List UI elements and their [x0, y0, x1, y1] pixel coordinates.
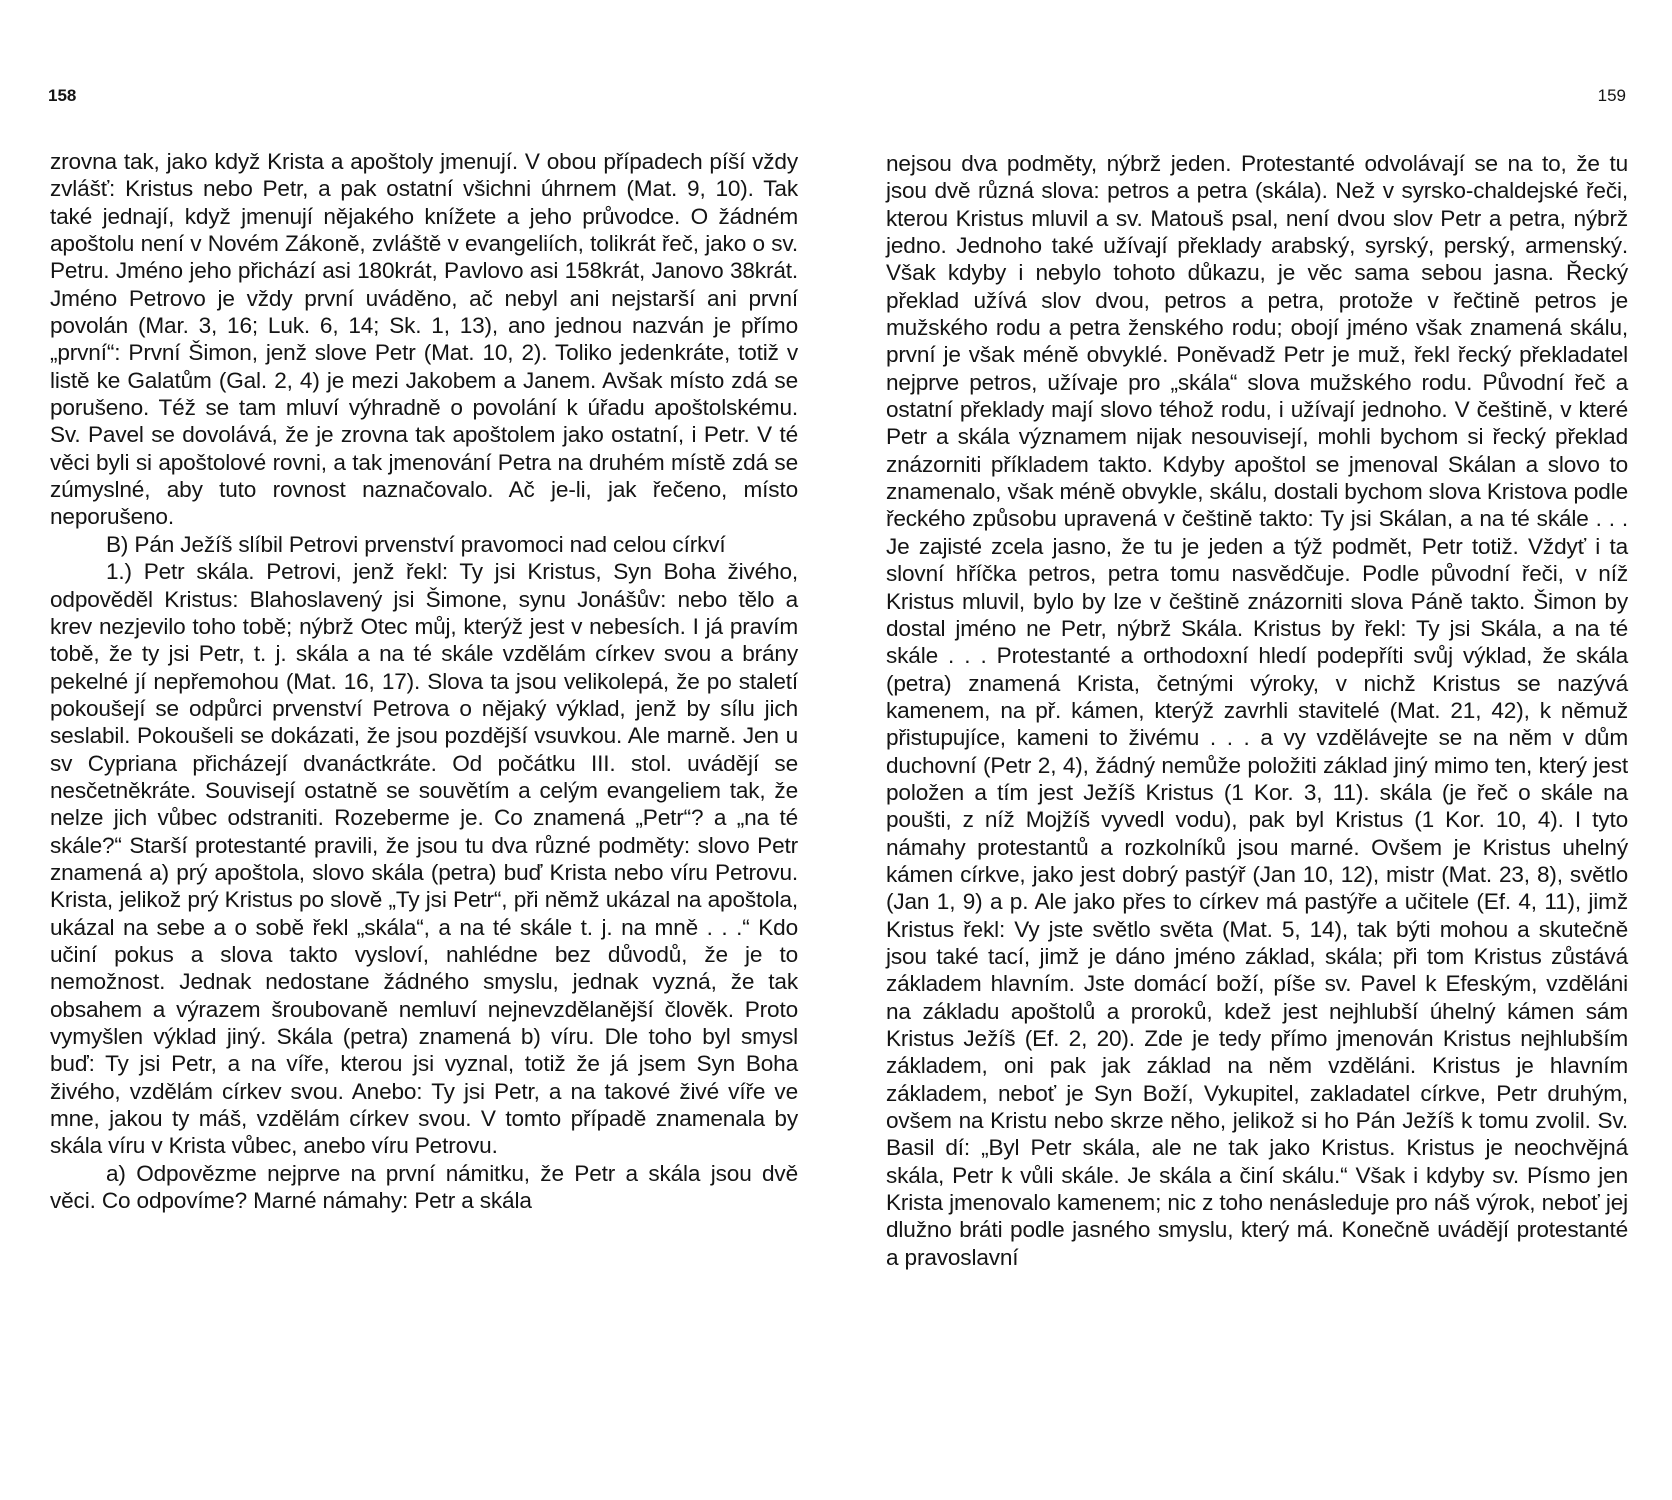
- left-paragraph-heading-b: B) Pán Ježíš slíbil Petrovi prvenství pravomoci nad celou církví: [106, 531, 726, 557]
- left-paragraph-1: zrovna tak, jako když Krista a apoštoly jmenují. V obou případech píší vždy zvlášť: Kristus nebo Petr, a pak ostatní všichni úhrnem (Mat. 9, 10). Tak také jednají, když jmenují nějakého knížete a jeho průvodce. O žádném apoštolu není v Novém Zákoně, zvláště v evangeliích, tolikrát řeč, jako o sv. Petru. Jméno jeho přichází asi 180krát, Pavlovo asi 158krát, Janovo 38krát. Jméno Petrovo je vždy první uváděno, ač nebyl ani nejstarší ani první povolán (Mar. 3, 16; Luk. 6, 14; Sk. 1, 13), ano jednou nazván je přímo „první“: První Šimon, jenž slove Petr (Mat. 10, 2). Toliko jedenkráte, totiž v listě ke Galatům (Gal. 2, 4) je mezi Jakobem a Janem. Avšak místo zdá se porušeno. Též se tam mluví výhradně o povolání k úřadu apoštolskému. Sv. Pavel se dovolává, že je zrovna tak apoštolem jako ostatní, i Petr. V té věci byli si apoštolové rovni, a tak jmenování Petra na druhém místě zdá se zúmyslné, aby tuto rovnost naznačovalo. Ač je-li, jak řečeno, místo neporušeno.: [50, 149, 798, 530]
- left-paragraph-3: 1.) Petr skála. Petrovi, jenž řekl: Ty jsi Kristus, Syn Boha živého, odpověděl Kristus: Blahoslavený jsi Šimone, synu Jonášův: nebo tělo a krev nezjevilo toho tobě; nýbrž Otec můj, kterýž jest v nebesích. I já pravím tobě, že ty jsi Petr, t. j. skála a na té skále vzdělám církev svou a brány pekelné jí nepřemohou (Mat. 16, 17). Slova ta jsou velikolepá, že po staletí pokoušejí se odpůrci prvenství Petrova o nějaký výklad, jenž by sílu jich seslabil. Pokoušeli se dokázati, že jsou pozdější vsuvkou. Ale marně. Jen u sv Cypriana přicházejí dvanáctkráte. Od počátku III. stol. uvádějí se nesčetněkráte. Souvisejí ostatně se souvětím a celým evangeliem tak, že nelze jich vůbec odstraniti. Rozeberme je. Co znamená „Petr“? a „na té skále?“ Starší protestanté pravili, že jsou tu dva různé podměty: slovo Petr znamená a) prý apoštola, slovo skála (petra) buď Krista nebo víru Petrovu. Krista, jelikož prý Kristus po slově „Ty jsi Petr“, při němž ukázal na apoštola, ukázal na sebe a o sobě řekl „skála“, a na té skále t. j. na mně . . .“ Kdo učiní pokus a slova takto vysloví, nahlédne bez důvodů, že je to nemožnost. Jednak nedostane žádného smyslu, jednak vyzná, že tak obsahem a výrazem šroubovaně nemluví nejnevzdělanější člověk. Proto vymyšlen výklad jiný. Skála (petra) znamená b) víru. Dle toho byl smysl buď: Ty jsi Petr, a na víře, kterou jsi vyznal, totiž že já jsem Syn Boha živého, vzdělám církev svou. Anebo: Ty jsi Petr, a na takové živé víře ve mne, jakou ty máš, vzdělám církev svou. V tomto případě znamenala by skála víru v Krista vůbec, anebo víru Petrovu.: [50, 559, 798, 1159]
- left-paragraph-4: a) Odpovězme nejprve na první námitku, že Petr a skála jsou dvě věci. Co odpovíme? Marné námahy: Petr a skála: [50, 1160, 798, 1214]
- right-page-number: 159: [1597, 86, 1626, 105]
- right-page: [836, 0, 1672, 1500]
- left-text-column: [50, 148, 798, 1214]
- right-text-column: [886, 150, 1628, 1271]
- right-paragraph-1: nejsou dva podměty, nýbrž jeden. Protestanté odvolávají se na to, že tu jsou dvě různá slova: petros a petra (skála). Než v syrsko-chaldejské řeči, kterou Kristus mluvil a sv. Matouš psal, není dvou slov Petr a petra, nýbrž jedno. Jednoho také užívají překlady arabský, syrský, perský, armenský. Však kdyby i nebylo tohoto důkazu, je věc sama sebou jasna. Řecký překlad užívá slov dvou, petros a petra, protože v řečtině petros je mužského rodu a petra ženského rodu; obojí jméno však znamená skálu, první je však méně obvyklé. Poněvadž Petr je muž, řekl řecký překladatel nejprve petros, užívaje pro „skála“ slova mužského rodu. Původní řeč a ostatní překlady mají slovo téhož rodu, i užívají jednoho. V češtině, v které Petr a skála významem nijak nesouvisejí, mohli bychom si řecký překlad znázorniti příkladem takto. Kdyby apoštol se jmenoval Skálan a slovo to znamenalo, však méně obvykle, skálu, dostali bychom slova Kristova podle řeckého způsobu upravená v češtině takto: Ty jsi Skálan, a na té skále . . . Je zajisté zcela jasno, že tu je jeden a týž podmět, Petr totiž. Vždyť i ta slovní hříčka petros, petra tomu nasvědčuje. Podle původní řeči, v níž Kristus mluvil, bylo by lze v češtině znázorniti slova Páně takto. Šimon by dostal jméno ne Petr, nýbrž Skála. Kristus by řekl: Ty jsi Skála, a na té skále . . . Protestanté a orthodoxní hledí podepříti svůj výklad, že skála (petra) znamená Krista, četnými výroky, v nichž Kristus se nazývá kamenem, na př. kámen, kterýž zavrhli stavitelé (Mat. 21, 42), k němuž přistupujíce, kameni to živému . . . a vy vzdělávejte se na něm v dům duchovní (Petr 2, 4), žádný nemůže položiti základ jiný mimo ten, který jest položen a tím jest Ježíš Kristus (1 Kor. 3, 11). skála (je řeč o skále na poušti, z níž Mojžíš vyvedl vodu), pak byl Kristus (1 Kor. 10, 4). I tyto námahy protestantů a rozkolníků jsou marné. Ovšem je Kristus uhelný kámen církve, jako jest dobrý pastýř (Jan 10, 12), mistr (Mat. 23, 8), světlo (Jan 1, 9) a p. Ale jako přes to církev má pastýře a učitele (Ef. 4, 11), jimž Kristus řekl: Vy jste světlo světa (Mat. 5, 14), tak býti mohou a skutečně jsou také tací, jimž je dáno jméno základ, skála; při tom Kristus zůstává základem hlavním. Jste domácí boží, píše sv. Pavel k Efeským, vzděláni na základu apoštolů a proroků, kdež jest nejhlubší úhelný kámen sám Kristus Ježíš (Ef. 2, 20). Zde je tedy přímo jmenován Kristus nejhlubším základem, oni pak jak základ na něm vzděláni. Kristus je hlavním základem, neboť je Syn Boží, Vykupitel, zakladatel církve, Petr druhým, ovšem na Kristu nebo skrze něho, jelikož si ho Pán Ježíš k tomu zvolil. Sv. Basil dí: „Byl Petr skála, ale ne tak jako Kristus. Kristus je neochvějná skála, Petr k vůli skále. Je skála a činí skálu.“ Však i kdyby sv. Písmo jen Krista jmenovalo kamenem; nic z toho nenásleduje pro náš výrok, neboť jej dlužno bráti podle jasného smyslu, který má. Konečně uvádějí protestanté a pravoslavní: [886, 151, 1628, 1270]
- left-page-number: 158: [48, 86, 77, 105]
